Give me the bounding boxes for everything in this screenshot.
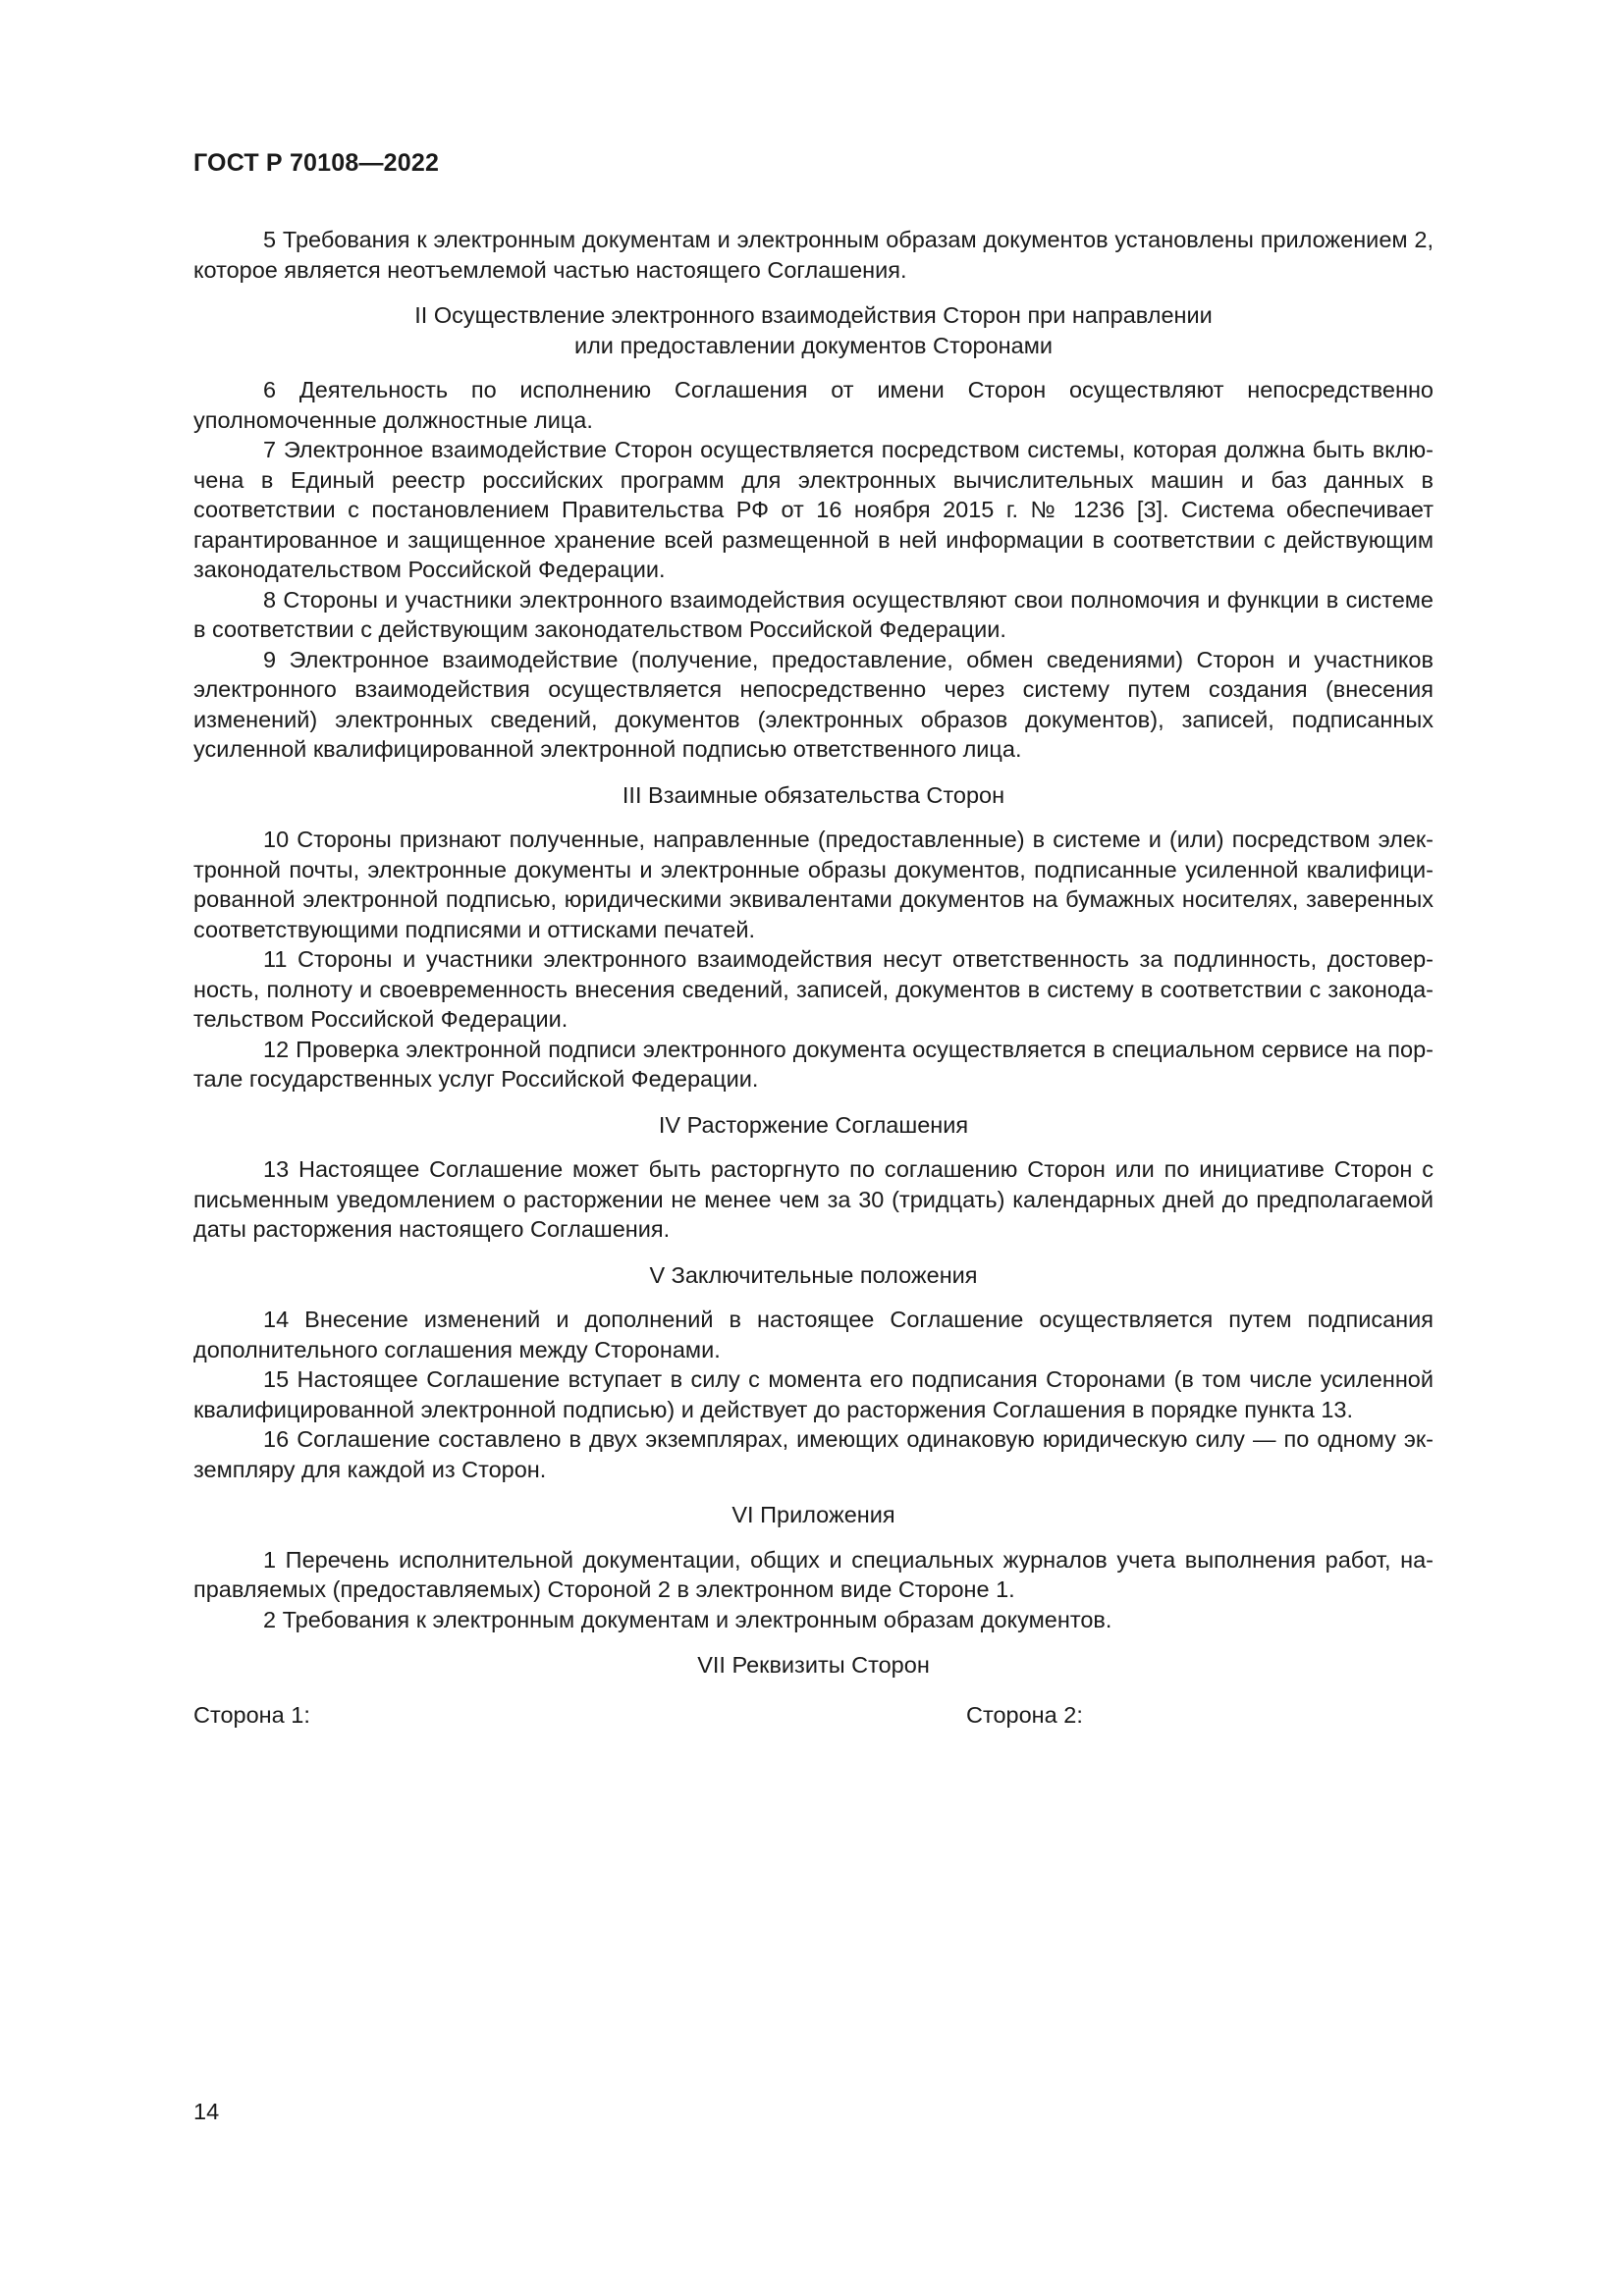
paragraph-6: 6 Деятельность по исполнению Соглашения от имени Сторон осуществляют непосредственно уполномоченные должностные лица. xyxy=(193,377,1434,433)
section-title-iv xyxy=(193,1110,1434,1141)
paragraph-8: 8 Стороны и участники электронного взаимодействия осуществляют свои полномочия и функции в системе в соответствии с действующим законодательством Российской Федерации. xyxy=(193,586,1434,642)
paragraph-13: 13 Настоящее Соглашение может быть расторгнуто по соглашению Сторон или по инициативе Сторон с письменным уведомлением о расторжении не менее чем за 30 (тридцать) календарных дней до предполагаемой даты расторжения настоящего Соглашения. xyxy=(193,1156,1434,1242)
section-title-vi xyxy=(193,1500,1434,1530)
party-1-label: Сторона 1: xyxy=(193,1701,310,1728)
section-title-line: VI Приложения xyxy=(731,1502,895,1527)
document-body xyxy=(193,225,1434,1732)
appendix-item-1: 1 Перечень исполнительной документации, общих и специальных журналов учета выполнения работ, направляемых (предоставляемых) Стороной 2 в электронном виде Стороне 1. xyxy=(193,1546,1434,1602)
parties-row xyxy=(193,1700,1434,1732)
section-title-ii xyxy=(193,300,1434,360)
page-number: 14 xyxy=(193,2099,220,2124)
section-title-line: VII Реквизиты Сторон xyxy=(697,1652,930,1678)
section-title-line: III Взаимные обязательства Сторон xyxy=(622,781,1005,808)
paragraph-12: 12 Проверка электронной подписи электронного документа осуществляется в специальном сервисе на портале государственных услуг Российской Федерации. xyxy=(193,1036,1434,1092)
section-title-iii xyxy=(193,780,1434,811)
party-2-label: Сторона 2: xyxy=(966,1701,1083,1728)
paragraph-5: 5 Требования к электронным документам и электронным образам документов установлены приложением 2, которое является неотъемлемой частью настоящего Соглашения. xyxy=(193,227,1434,283)
appendix-item-2: 2 Требования к электронным документам и электронным образам документов. xyxy=(263,1606,1112,1632)
paragraph-7: 7 Электронное взаимодействие Сторон осуществляется посредством системы, которая должна быть включена в Единый реестр российских программ для электронных вычислительных машин и баз данных в соответствии с постановлением Правительства РФ от 16 ноября 2015 г. № 1236 [3]. Система обеспечивает гарантированное и защищенное хранение всей размещенной в ней информации в соответствии с действующим законодательством Российской Федерации. xyxy=(193,437,1434,582)
section-title-line: IV Расторжение Соглашения xyxy=(658,1111,969,1138)
paragraph-14: 14 Внесение изменений и дополнений в настоящее Соглашение осуществляется путем подписания дополнительного соглашения между Сторонами. xyxy=(193,1307,1434,1362)
document-code-header: ГОСТ Р 70108—2022 xyxy=(193,149,440,177)
section-title-line: II Осуществление электронного взаимодействия Сторон при направлении xyxy=(414,302,1213,328)
paragraph-9: 9 Электронное взаимодействие (получение, предоставление, обмен сведениями) Сторон и участников электронного взаимодействия осуществляется непосредственно через систему путем создания (внесения изменений) электронных сведений, документов (электронных образов документов), записей, подписанных усиленной квалифицированной электронной подписью ответственного лица. xyxy=(193,646,1434,762)
section-title-line: или предоставлении документов Сторонами xyxy=(573,332,1054,358)
paragraph-10: 10 Стороны признают полученные, направленные (предоставленные) в системе и (или) посредством электронной почты, электронные документы и электронные образы документов, подписанные усиленной квалифицированной электронной подписью, юридическими эквивалентами документов на бумажных носителях, заверенных соответствующими подписями и оттисками печатей. xyxy=(193,827,1434,942)
paragraph-16: 16 Соглашение составлено в двух экземплярах, имеющих одинаковую юридическую силу — по одному экземпляру для каждой из Сторон. xyxy=(193,1426,1434,1482)
paragraph-15: 15 Настоящее Соглашение вступает в силу с момента его подписания Сторонами (в том числе усиленной квалифицированной электронной подписью) и действует до расторжения Соглашения в порядке пункта 13. xyxy=(193,1366,1434,1422)
section-title-vii xyxy=(193,1650,1434,1681)
section-title-line: V Заключительные положения xyxy=(649,1261,978,1288)
paragraph-11: 11 Стороны и участники электронного взаимодействия несут ответственность за подлинность, достоверность, полноту и своевременность внесения сведений, записей, документов в систему в соответствии с законодательством Российской Федерации. xyxy=(193,946,1434,1032)
section-title-v xyxy=(193,1260,1434,1291)
